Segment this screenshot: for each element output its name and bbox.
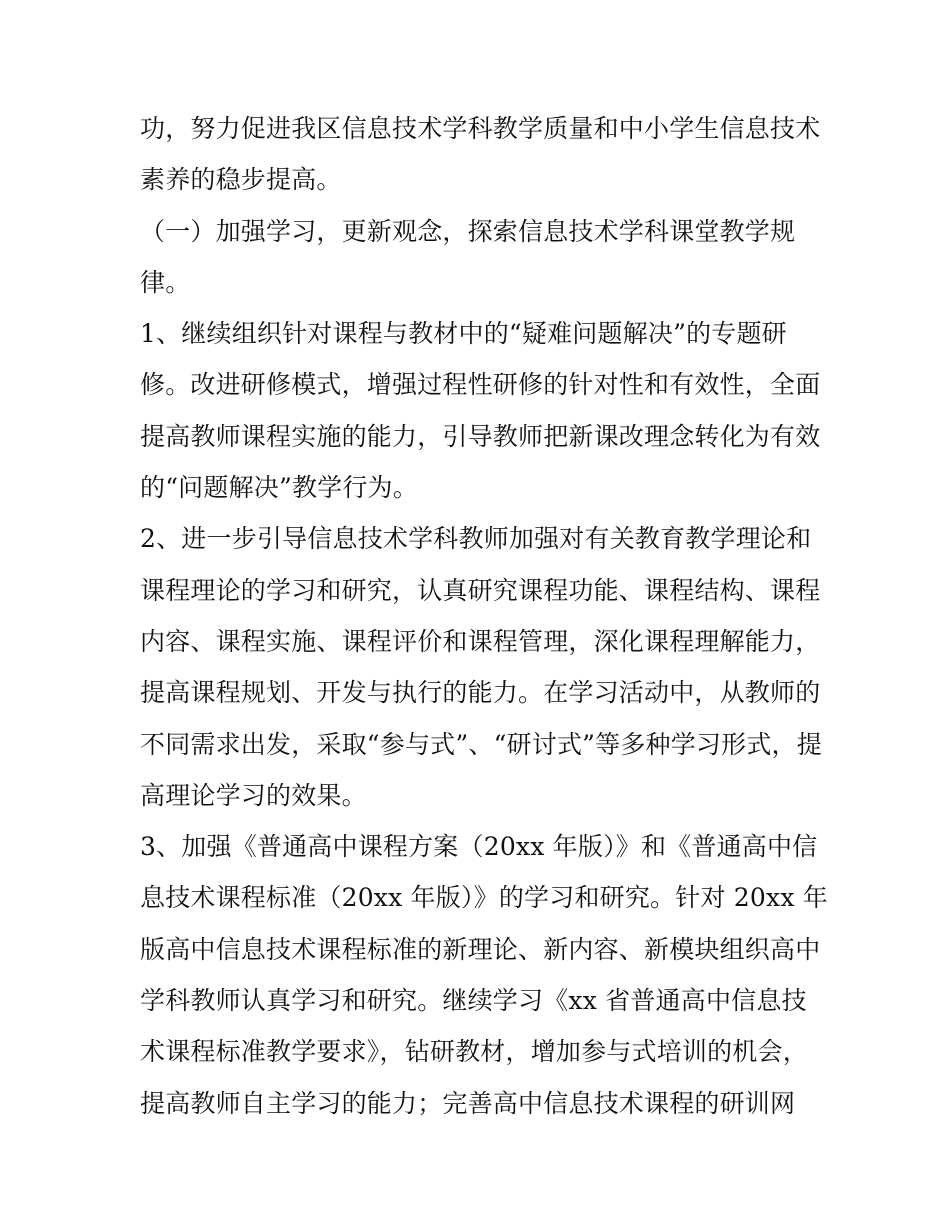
text-line: 内容、课程实施、课程评价和课程管理，深化课程理解能力， (140, 626, 821, 656)
section-heading: 律。 (140, 267, 191, 297)
text-line: 息技术课程标准（20xx 年版）》的学习和研究。针对 20xx 年 (140, 883, 828, 913)
text-line: 课程理论的学习和研究，认真研究课程功能、课程结构、课程 (140, 575, 821, 605)
list-item-1: 1、继续组织针对课程与教材中的“疑难问题解决”的专题研 (140, 319, 787, 349)
text-line: 术课程标准教学要求》，钻研教材，增加参与式培训的机会， (140, 1037, 808, 1067)
text-line: 素养的稳步提高。 (140, 165, 342, 195)
text-line: 提高课程规划、开发与执行的能力。在学习活动中，从教师的 (140, 678, 821, 708)
text-line: 功，努力促进我区信息技术学科教学质量和中小学生信息技术 (140, 114, 821, 143)
list-item-3: 3、加强《普通高中课程方案（20xx 年版）》和《普通高中信 (140, 832, 818, 862)
section-heading: （一）加强学习，更新观念，探索信息技术学科课堂教学规 (140, 216, 796, 246)
text-line: 不同需求出发，采取“参与式”、“研讨式”等多种学习形式，提 (140, 729, 822, 759)
text-line: 修。改进研修模式，增强过程性研修的针对性和有效性，全面 (140, 370, 821, 400)
text-line: 学科教师认真学习和研究。继续学习《xx 省普通高中信息技 (140, 986, 807, 1016)
document-body (140, 103, 828, 1129)
text-line: 版高中信息技术课程标准的新理论、新内容、新模块组织高中 (140, 934, 821, 964)
text-line: 提高教师课程实施的能力，引导教师把新课改理念转化为有效 (140, 421, 821, 451)
text-line: 高理论学习的效果。 (140, 780, 367, 810)
list-item-2: 2、进一步引导信息技术学科教师加强对有关教育教学理论和 (140, 524, 812, 554)
text-line: 的“问题解决”教学行为。 (140, 473, 418, 503)
text-line: 提高教师自主学习的能力；完善高中信息技术课程的研训网 (140, 1088, 796, 1118)
